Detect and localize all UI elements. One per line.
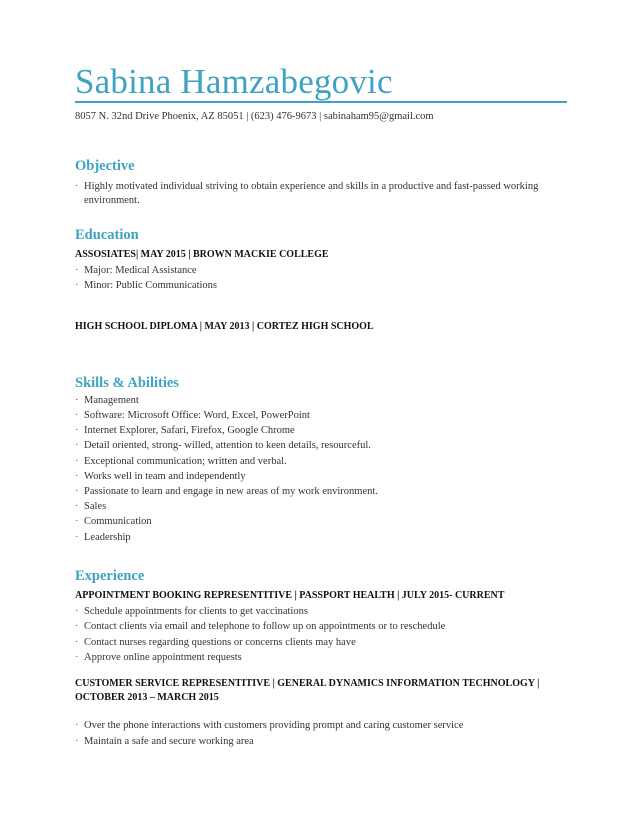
skill-item: · Software: Microsoft Office: Word, Excel, PowerPoint	[75, 410, 310, 421]
bullet-icon: ·	[75, 637, 79, 648]
header-rule	[75, 101, 567, 103]
skill-item: · Detail oriented, strong- willed, attention to keen details, resourceful.	[75, 440, 371, 451]
job-item: · Approve online appointment requests	[75, 652, 242, 663]
bullet-icon: ·	[75, 720, 79, 731]
bullet-icon: ·	[75, 410, 79, 421]
skill-item: · Exceptional communication; written and verbal.	[75, 456, 287, 467]
job-item: · Contact nurses regarding questions or concerns clients may have	[75, 637, 356, 648]
job-item: · Over the phone interactions with customers providing prompt and caring customer service	[75, 720, 464, 731]
skills-heading: Skills & Abilities	[75, 375, 179, 391]
bullet-icon: ·	[75, 486, 79, 497]
skill-item: · Communication	[75, 516, 152, 527]
education-item: · Minor: Public Communications	[75, 280, 217, 291]
bullet-icon: ·	[75, 181, 79, 192]
job-heading: CUSTOMER SERVICE REPRESENTITIVE | GENERAL DYNAMICS INFORMATION TECHNOLOGY | OCTOBER 2013 – MARCH 2015	[75, 678, 540, 703]
skill-item: · Passionate to learn and engage in new areas of my work environment.	[75, 486, 378, 497]
education-entry-heading: ASSOSIATES| MAY 2015 | BROWN MACKIE COLLEGE	[75, 249, 329, 260]
bullet-icon: ·	[75, 265, 79, 276]
contact-line: 8057 N. 32nd Drive Phoenix, AZ 85051 | (623) 476-9673 | sabinaham95@gmail.com	[75, 111, 434, 122]
resume-name: Sabina Hamzabegovic	[75, 62, 393, 101]
bullet-icon: ·	[75, 456, 79, 467]
bullet-icon: ·	[75, 501, 79, 512]
objective-item: · Highly motivated individual striving to obtain experience and skills in a productive and fast-passed working environment.	[75, 181, 539, 206]
bullet-icon: ·	[75, 606, 79, 617]
bullet-icon: ·	[75, 736, 79, 747]
bullet-icon: ·	[75, 440, 79, 451]
experience-heading: Experience	[75, 568, 145, 584]
bullet-icon: ·	[75, 516, 79, 527]
education-heading: Education	[75, 227, 139, 243]
skill-item: · Sales	[75, 501, 107, 512]
bullet-icon: ·	[75, 621, 79, 632]
skill-item: · Internet Explorer, Safari, Firefox, Google Chrome	[75, 425, 295, 436]
job-item: · Schedule appointments for clients to get vaccinations	[75, 606, 308, 617]
bullet-icon: ·	[75, 395, 79, 406]
job-item: · Maintain a safe and secure working area	[75, 736, 254, 747]
job-item: · Contact clients via email and telephone to follow up on appointments or to reschedule	[75, 621, 446, 632]
skill-item: · Leadership	[75, 532, 131, 543]
skill-item: · Works well in team and independently	[75, 471, 246, 482]
skill-item: · Management	[75, 395, 139, 406]
bullet-icon: ·	[75, 652, 79, 663]
education-entry-heading: HIGH SCHOOL DIPLOMA | MAY 2013 | CORTEZ HIGH SCHOOL	[75, 321, 374, 332]
bullet-icon: ·	[75, 280, 79, 291]
objective-heading: Objective	[75, 158, 135, 174]
bullet-icon: ·	[75, 471, 79, 482]
bullet-icon: ·	[75, 532, 79, 543]
education-item: · Major: Medical Assistance	[75, 265, 197, 276]
job-heading: APPOINTMENT BOOKING REPRESENTITIVE | PASSPORT HEALTH | JULY 2015- CURRENT	[75, 590, 505, 601]
bullet-icon: ·	[75, 425, 79, 436]
